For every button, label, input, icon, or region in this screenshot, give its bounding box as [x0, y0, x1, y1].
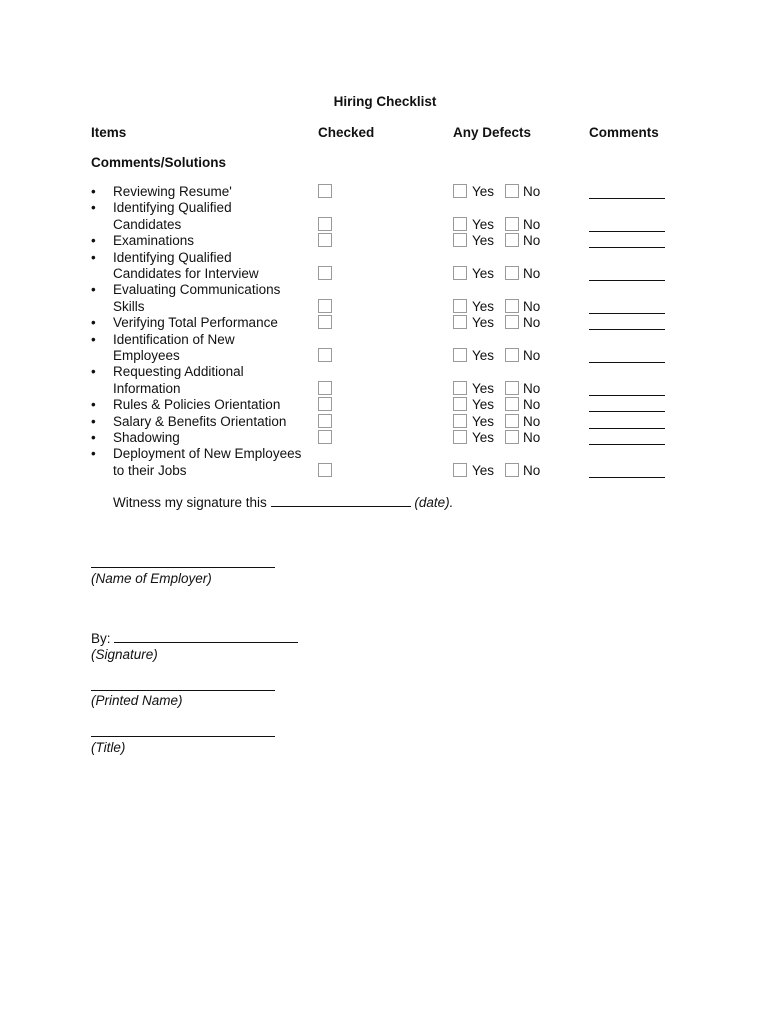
checklist-item-text: Reviewing Resume'	[113, 184, 232, 199]
checked-checkbox[interactable]	[318, 299, 332, 313]
subheader-comments-solutions: Comments/Solutions	[91, 155, 227, 170]
by-label: By:	[91, 631, 111, 646]
checked-checkbox[interactable]	[318, 315, 332, 329]
defects-no-checkbox[interactable]	[505, 315, 519, 329]
comment-blank[interactable]	[589, 428, 665, 429]
checked-checkbox[interactable]	[318, 463, 332, 477]
header-checked: Checked	[318, 125, 375, 140]
defects-yes-checkbox[interactable]	[453, 184, 467, 198]
comment-blank[interactable]	[589, 395, 665, 396]
defects-yes-checkbox[interactable]	[453, 217, 467, 231]
printed-name-line[interactable]	[91, 690, 275, 691]
title-line[interactable]	[91, 736, 275, 737]
defects-yes-checkbox[interactable]	[453, 233, 467, 247]
document-title: Hiring Checklist	[333, 94, 437, 109]
comment-blank[interactable]	[589, 362, 665, 363]
no-label: No	[523, 233, 541, 249]
yes-label: Yes	[472, 233, 495, 249]
title-label: (Title)	[91, 740, 126, 755]
yes-label: Yes	[472, 413, 495, 429]
defects-yes-checkbox[interactable]	[453, 266, 467, 280]
header-items: Items	[91, 125, 127, 140]
defects-no-checkbox[interactable]	[505, 299, 519, 313]
by-line	[91, 630, 298, 646]
checklist-item-text: Rules & Policies Orientation	[113, 397, 281, 413]
defects-no-checkbox[interactable]	[505, 463, 519, 477]
bullet: •	[91, 413, 96, 429]
checklist-item-text: Salary & Benefits Orientation	[113, 413, 287, 429]
checklist-item-text: Shadowing	[113, 430, 180, 445]
yes-label: Yes	[472, 462, 495, 478]
defects-no-checkbox[interactable]	[505, 266, 519, 280]
witness-line	[113, 494, 453, 510]
bullet: •	[91, 282, 96, 298]
witness-prefix: Witness my signature this	[113, 495, 267, 510]
bullet: •	[91, 249, 96, 265]
employer-name-line[interactable]	[91, 567, 275, 568]
signature-label: (Signature)	[91, 647, 158, 662]
checked-checkbox[interactable]	[318, 233, 332, 247]
checked-checkbox[interactable]	[318, 184, 332, 198]
bullet: •	[91, 331, 96, 347]
no-label: No	[523, 462, 541, 478]
defects-no-checkbox[interactable]	[505, 233, 519, 247]
defects-no-checkbox[interactable]	[505, 430, 519, 444]
bullet: •	[91, 364, 96, 380]
checklist-item-text: Information	[113, 380, 181, 396]
comment-blank[interactable]	[589, 329, 665, 330]
yes-label: Yes	[472, 266, 495, 281]
checklist-item-text: Identifying Qualified	[113, 200, 232, 216]
date-blank[interactable]	[271, 494, 411, 507]
no-label: No	[523, 298, 541, 314]
signature-blank[interactable]	[114, 630, 298, 643]
checklist-item-text: Identification of New	[113, 331, 235, 347]
comment-blank[interactable]	[589, 411, 665, 412]
header-any-defects: Any Defects	[453, 125, 532, 140]
checked-checkbox[interactable]	[318, 430, 332, 444]
defects-yes-checkbox[interactable]	[453, 397, 467, 411]
employer-name-label: (Name of Employer)	[91, 571, 212, 586]
comment-blank[interactable]	[589, 231, 665, 232]
checked-checkbox[interactable]	[318, 414, 332, 428]
defects-yes-checkbox[interactable]	[453, 348, 467, 362]
defects-yes-checkbox[interactable]	[453, 315, 467, 329]
bullet: •	[91, 184, 96, 199]
yes-label: Yes	[472, 348, 495, 363]
defects-yes-checkbox[interactable]	[453, 430, 467, 444]
no-label: No	[523, 413, 541, 429]
checklist-item-text: Candidates	[113, 216, 182, 232]
defects-no-checkbox[interactable]	[505, 217, 519, 231]
checklist-item-text: Evaluating Communications	[113, 282, 281, 298]
no-label: No	[523, 397, 541, 413]
yes-label: Yes	[472, 430, 495, 445]
defects-no-checkbox[interactable]	[505, 397, 519, 411]
bullet: •	[91, 430, 96, 445]
checklist-item-text: Candidates for Interview	[113, 266, 259, 281]
no-label: No	[523, 380, 541, 396]
yes-label: Yes	[472, 397, 495, 413]
bullet: •	[91, 315, 96, 331]
checklist-item-text: Identifying Qualified	[113, 249, 232, 265]
no-label: No	[523, 348, 541, 363]
defects-no-checkbox[interactable]	[505, 184, 519, 198]
header-comments: Comments	[589, 125, 659, 140]
no-label: No	[523, 184, 541, 199]
comment-blank[interactable]	[589, 444, 665, 445]
yes-label: Yes	[472, 184, 495, 199]
comment-blank[interactable]	[589, 247, 665, 248]
checklist-item-text: Examinations	[113, 233, 195, 249]
no-label: No	[523, 430, 541, 445]
no-label: No	[523, 266, 541, 281]
checklist-item-text: Skills	[113, 298, 145, 314]
yes-label: Yes	[472, 298, 495, 314]
checklist-item-text: Deployment of New Employees	[113, 446, 302, 462]
comment-blank[interactable]	[589, 280, 665, 281]
defects-yes-checkbox[interactable]	[453, 299, 467, 313]
comment-blank[interactable]	[589, 198, 665, 199]
checked-checkbox[interactable]	[318, 381, 332, 395]
no-label: No	[523, 315, 541, 331]
defects-yes-checkbox[interactable]	[453, 414, 467, 428]
defects-no-checkbox[interactable]	[505, 414, 519, 428]
bullet: •	[91, 233, 96, 249]
checklist-item-text: Requesting Additional	[113, 364, 244, 380]
yes-label: Yes	[472, 315, 495, 331]
defects-yes-checkbox[interactable]	[453, 463, 467, 477]
checked-checkbox[interactable]	[318, 348, 332, 362]
printed-name-label: (Printed Name)	[91, 693, 183, 708]
comment-blank[interactable]	[589, 477, 665, 478]
yes-label: Yes	[472, 216, 495, 232]
checked-checkbox[interactable]	[318, 397, 332, 411]
bullet: •	[91, 397, 96, 413]
defects-no-checkbox[interactable]	[505, 348, 519, 362]
checked-checkbox[interactable]	[318, 217, 332, 231]
checklist-item-text: Verifying Total Performance	[113, 315, 278, 331]
checked-checkbox[interactable]	[318, 266, 332, 280]
bullet: •	[91, 446, 96, 462]
defects-yes-checkbox[interactable]	[453, 381, 467, 395]
checklist-item-text: to their Jobs	[113, 462, 187, 478]
yes-label: Yes	[472, 380, 495, 396]
no-label: No	[523, 216, 541, 232]
witness-suffix: (date).	[414, 495, 454, 510]
comment-blank[interactable]	[589, 313, 665, 314]
bullet: •	[91, 200, 96, 216]
defects-no-checkbox[interactable]	[505, 381, 519, 395]
checklist-item-text: Employees	[113, 348, 180, 363]
